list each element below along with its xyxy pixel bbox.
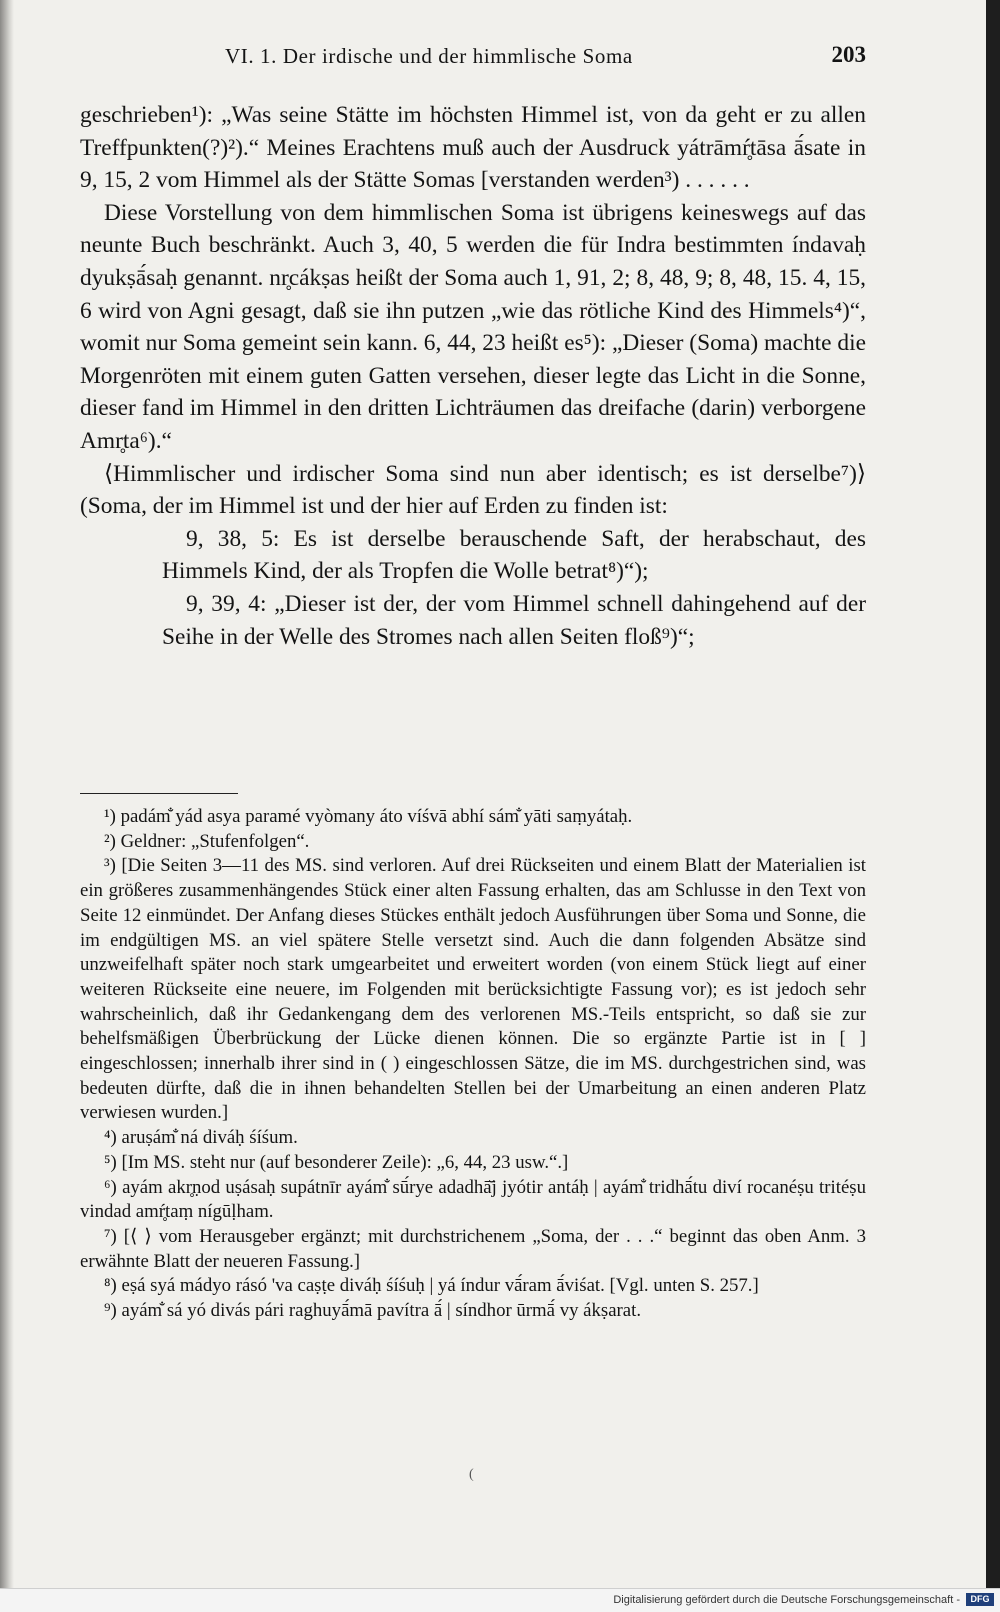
book-gutter	[0, 0, 14, 1611]
page-header	[80, 44, 866, 78]
footnote-7: ⁷) [⟨ ⟩ vom Herausgeber ergänzt; mit durchstrichenem „Soma, der . . .“ beginnt das oben Anm. 3 erwähnte Blatt der neueren Fassung.]	[80, 1225, 866, 1272]
main-text	[80, 99, 866, 653]
footnote-2: ²) Geldner: „Stufenfolgen“.	[104, 830, 310, 852]
quote-9-39-4: 9, 39, 4: „Dieser ist der, der vom Himmel schnell dahingehend auf der Seihe in der Welle des Stromes nach allen Seiten floß⁹)“;	[162, 590, 866, 650]
dfg-logo-icon: DFG	[966, 1593, 994, 1606]
footnote-4: ⁴) aruṣám̐ ná diváḥ śíśum.	[104, 1127, 298, 1149]
footnote-3: ³) [Die Seiten 3—11 des MS. sind verloren. Auf drei Rückseiten und einem Blatt der Materialien ist ein größeres zusammenhängendes Stück einer alten Fassung erhalten, das am Schlusse in den Text von Seite 12 einmündet. Der Anfang dieses Stückes enthält jedoch Ausführungen über Soma und Sonne, die im endgültigen MS. an viel spätere Stelle versetzt sind. Auch die dann folgenden Absätze sind unzweifelhaft später noch stark umgearbeitet und erweitert worden (von einem Stück liegt auf einer weiteren Rückseite eine neuere, im Folgenden mit berücksichtigte Fassung vor); es ist jedoch sehr wahrscheinlich, daß ihr Gedankengang dem des verlorenen MS.-Teils entspricht, so daß sie zur behelfsmäßigen Überbrückung der Lücke dienen können. Die so ergänzte Partie ist in [ ] eingeschlossen; innerhalb ihrer sind in ( ) eingeschlossen Sätze, die im MS. durchgestrichen sind, was bedeuten dürfte, daß die in ihnen behandelten Stellen bei der Umarbeitung an einen anderen Platz verwiesen wurden.]	[80, 855, 866, 1124]
footnote-5: ⁵) [Im MS. steht nur (auf besonderer Zeile): „6, 44, 23 usw.“.]	[104, 1151, 569, 1173]
footnote-6: ⁶) ayám akr̥ṇod uṣásaḥ supátnīr ayám̐ sū́rye adadhā̆j jyótir antáḥ | ayám̐ tridhā́tu diví rocanéṣu tritéṣu vindad amŕ̥taṃ nígūḷham.	[80, 1176, 866, 1223]
page-mark: (	[469, 1467, 474, 1482]
paragraph-1: geschrieben¹): „Was seine Stätte im höchsten Himmel ist, von da geht er zu allen Treffpunkten(?)²).“ Meines Erachtens muß auch der Ausdruck yátrāmŕ̥tāsa ā́sate in 9, 15, 2 vom Himmel als der Stätte Somas [verstanden werden³) . . . . . .	[80, 102, 866, 194]
footnote-divider	[80, 793, 238, 794]
digitization-footer	[0, 1588, 1000, 1612]
funding-credit: Digitalisierung gefördert durch die Deutsche Forschungsgemeinschaft -	[613, 1594, 960, 1606]
paragraph-2: Diese Vorstellung von dem himmlischen Soma ist übrigens keineswegs auf das neunte Buch beschränkt. Auch 3, 40, 5 werden die für Indra bestimmten índavaḥ dyukṣā́saḥ genannt. nr̥cákṣas heißt der Soma auch 1, 91, 2; 8, 48, 9; 8, 48, 15. 4, 15, 6 wird von Agni gesagt, daß sie ihn putzen „wie das rötliche Kind des Himmels⁴)“, womit nur Soma gemeint sein kann. 6, 44, 23 heißt es⁵): „Dieser (Soma) machte die Morgenröten mit einem guten Gatten versehen, dieser legte das Licht in die Sonne, dieser fand im Himmel in den dritten Lichträumen das dreifache (darin) verborgene Amr̥ta⁶).“	[80, 199, 866, 454]
page-number: 203	[831, 42, 866, 67]
footnote-9: ⁹) ayám̐ sá yó divás pári raghuyā́mā pavítra ā́ | síndhor ūrmā́ vy ákṣarat.	[104, 1300, 642, 1322]
paragraph-3: ⟨Himmlischer und irdischer Soma sind nun aber identisch; es ist derselbe⁷)⟩ (Soma, der im Himmel ist und der hier auf Erden zu finden ist:	[80, 460, 866, 520]
footnote-8: ⁸) eṣá syá mádyo rásó 'va caṣṭe diváḥ śíśuḥ | yá índur vā́ram ā́viśat. [Vgl. unten S. 257.]	[104, 1275, 759, 1297]
footnote-1: ¹) padám̐ yád asya paramé vyòmany áto víśvā abhí sám̐ yāti saṃyátaḥ.	[104, 806, 633, 827]
footnotes	[80, 805, 866, 1324]
running-title: VI. 1. Der irdische und der himmlische Soma	[225, 44, 633, 68]
quote-9-38-5: 9, 38, 5: Es ist derselbe berauschende Saft, der herabschaut, des Himmels Kind, der als Tropfen die Wolle betrat⁸)“);	[162, 525, 866, 585]
